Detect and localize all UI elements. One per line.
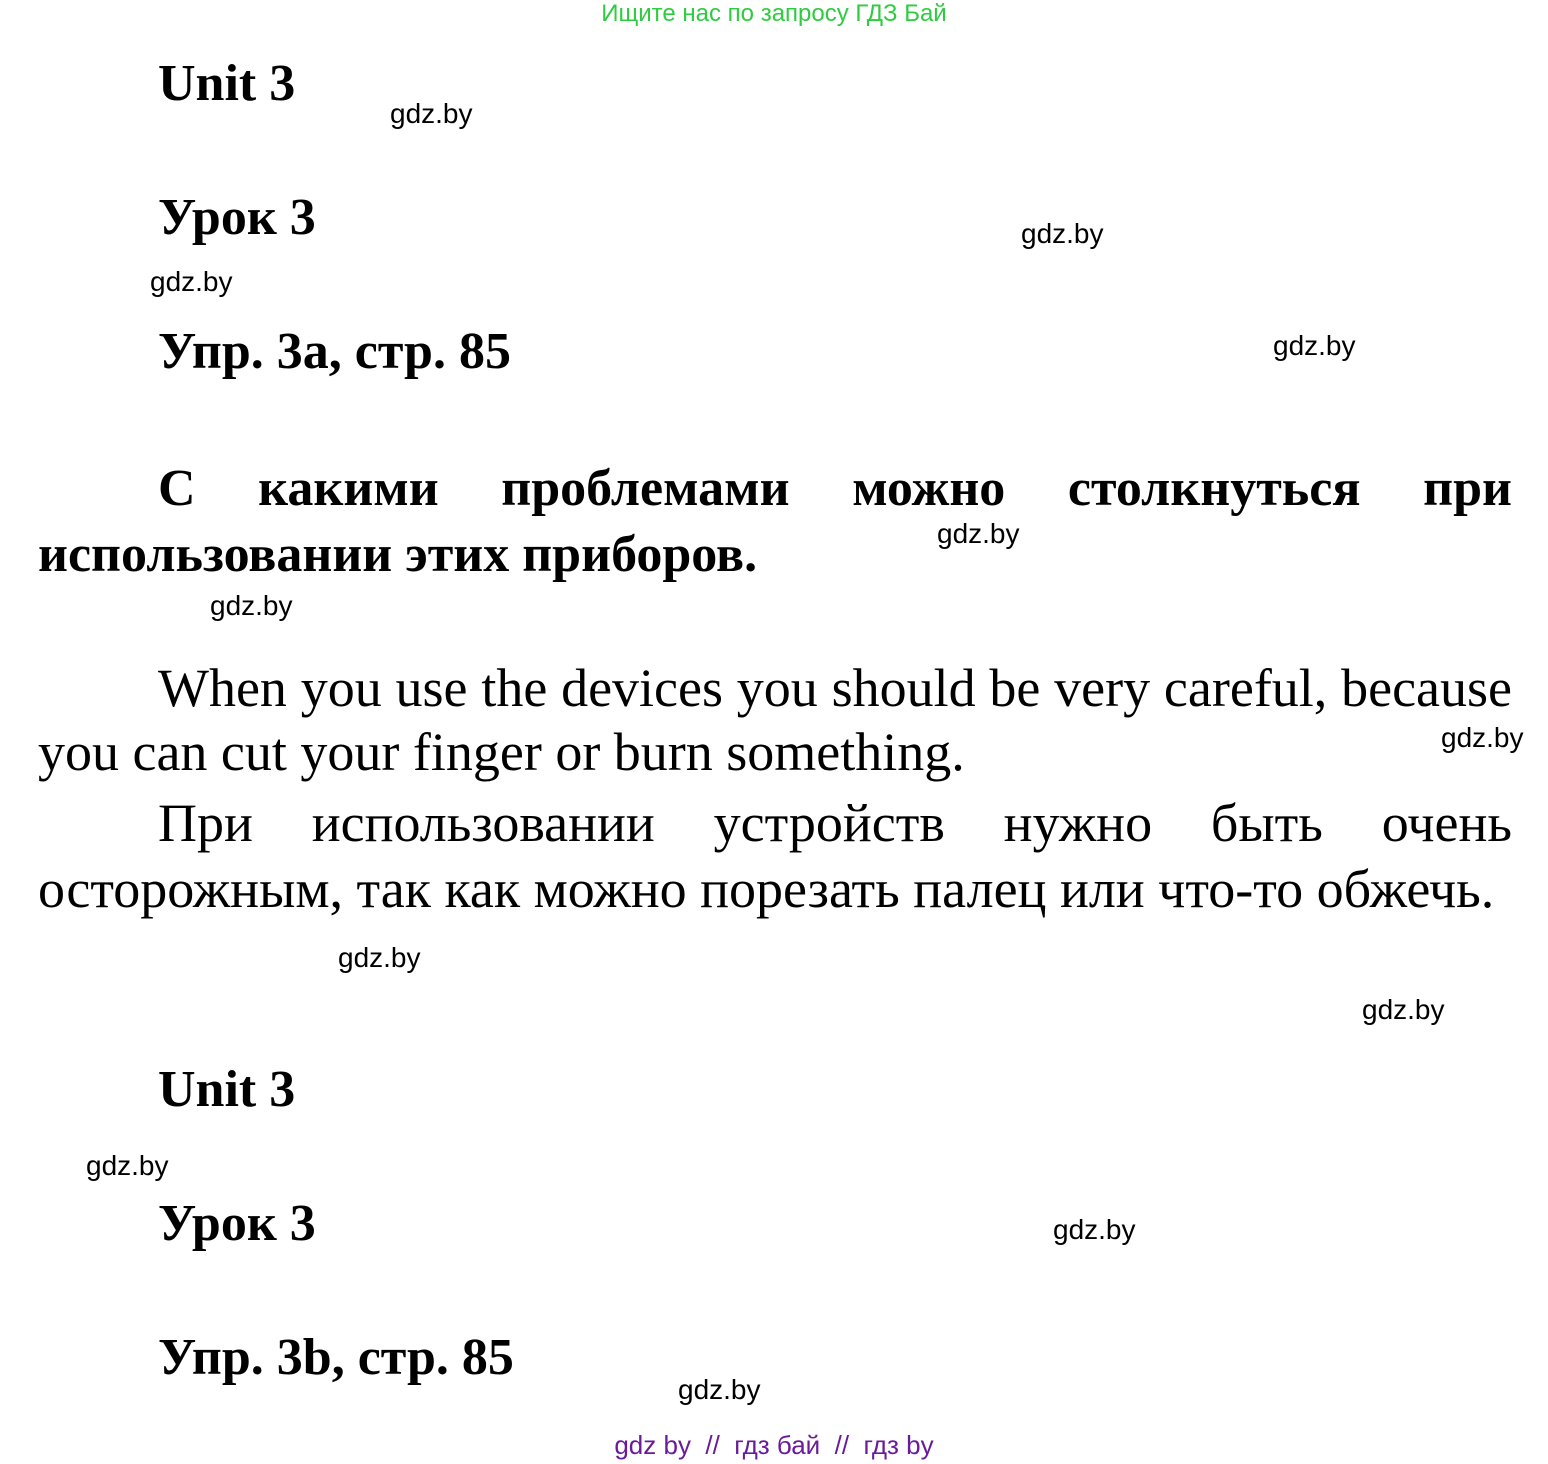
top-banner[interactable]: Ищите нас по запросу ГДЗ Бай <box>601 0 947 27</box>
watermark: gdz.by <box>338 942 421 973</box>
unit-heading-2: Unit 3 <box>158 1061 296 1118</box>
lesson-heading-2: Урок 3 <box>158 1195 316 1252</box>
watermark: gdz.by <box>678 1374 761 1405</box>
answer-english <box>38 656 1512 784</box>
watermark: gdz.by <box>1021 218 1104 249</box>
footer-text[interactable]: gdz by // гдз бай // гдз by <box>614 1430 934 1460</box>
answer-russian-text: При использовании устройств нужно быть очень осторожным, так как можно порезать палец или что-то обжечь. <box>38 793 1512 919</box>
footer-links[interactable] <box>0 1430 1548 1460</box>
answer-russian <box>38 790 1512 922</box>
answer-english-text: When you use the devices you should be very careful, because you can cut your finger or burn something. <box>38 658 1512 782</box>
unit-heading-1: Unit 3 <box>158 55 296 112</box>
watermark: gdz.by <box>150 266 233 297</box>
exercise-question <box>38 456 1512 588</box>
watermark: gdz.by <box>210 590 293 621</box>
watermark: gdz.by <box>1362 994 1445 1025</box>
exercise-heading-2: Упр. 3b, стр. 85 <box>158 1329 514 1386</box>
question-text: С какими проблемами можно столкнуться при использовании этих приборов. <box>38 460 1512 583</box>
lesson-heading-1: Урок 3 <box>158 189 316 246</box>
watermark: gdz.by <box>1273 330 1356 361</box>
watermark: gdz.by <box>937 518 1020 549</box>
exercise-heading-1: Упр. 3а, стр. 85 <box>158 323 511 380</box>
watermark: gdz.by <box>1053 1214 1136 1245</box>
watermark: gdz.by <box>390 98 473 129</box>
watermark: gdz.by <box>86 1150 169 1181</box>
watermark: gdz.by <box>1441 722 1524 753</box>
